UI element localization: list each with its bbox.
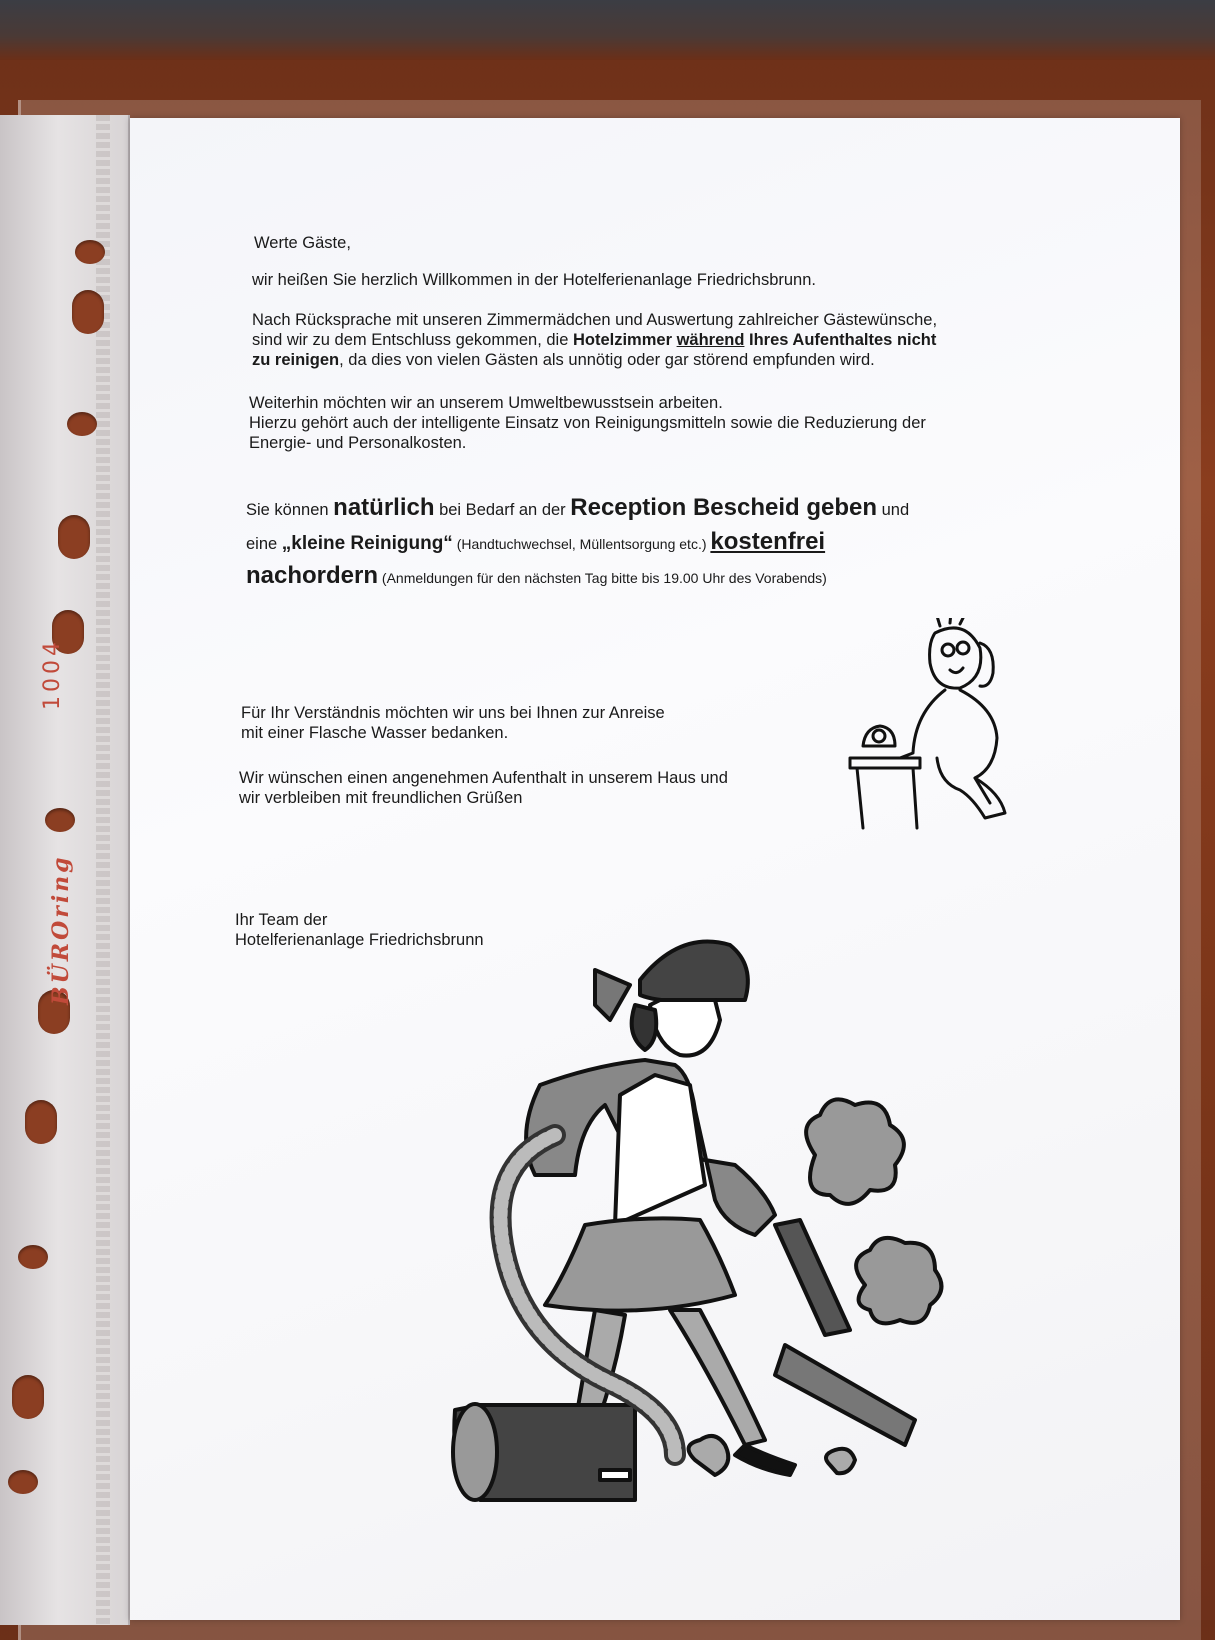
paragraph-thanks (241, 703, 665, 743)
paragraph-closing (239, 768, 728, 808)
text-run: eine (246, 535, 282, 553)
cartoon-phone-icon (845, 618, 1025, 838)
paragraph-line (246, 492, 1036, 526)
paragraph-line: wir verbleiben mit freundlichen Grüßen (239, 789, 523, 807)
punch-hole (67, 412, 97, 436)
maid-vacuum-illustration-icon (445, 925, 985, 1565)
punch-hole (75, 240, 105, 264)
paragraph-environment (249, 393, 1049, 453)
bold-text: zu reinigen (252, 351, 340, 369)
emphasis-text: Reception Bescheid geben (570, 494, 878, 521)
signature-line: Ihr Team der (235, 911, 328, 929)
underlined-text: kostenfrei (710, 528, 826, 555)
paragraph-line: Hierzu gehört auch der intelligente Einsatz von Reinigungsmitteln sowie die Reduzierung der (249, 414, 926, 432)
signature-line: Hotelferienanlage Friedrichsbrunn (235, 931, 484, 949)
paragraph-line: Nach Rücksprache mit unseren Zimmermädchen und Auswertung zahlreicher Gästewünsche, (252, 311, 938, 329)
paragraph-line: mit einer Flasche Wasser bedanken. (241, 724, 509, 742)
paragraph-line: Weiterhin möchten wir an unserem Umweltbewusstsein arbeiten. (249, 394, 723, 412)
underlined-text: während (676, 331, 745, 349)
note-text: (Anmeldungen für den nächsten Tag bitte bis 19.00 Uhr des Vorabends) (378, 570, 827, 586)
sleeve-brand: BÜROring (48, 854, 74, 1005)
punch-hole (8, 1470, 38, 1494)
table-background (0, 0, 1215, 60)
text-run: bei Bedarf an der (434, 501, 571, 519)
punch-hole (58, 515, 90, 559)
paragraph-line (246, 526, 1036, 560)
salutation: Werte Gäste, (254, 234, 351, 252)
punch-hole (45, 808, 75, 832)
note-text: (Handtuchwechsel, Müllentsorgung etc.) (452, 536, 711, 552)
text-run: und (877, 501, 910, 519)
punch-hole (12, 1375, 44, 1419)
paragraph-line (252, 350, 1032, 370)
paragraph-no-cleaning (252, 310, 1032, 370)
paragraph-line: Energie- und Personalkosten. (249, 434, 467, 452)
welcome-line: wir heißen Sie herzlich Willkommen in der Hotelferienanlage Friedrichsbrunn. (252, 271, 816, 289)
text-run: sind wir zu dem Entschluss gekommen, die (252, 331, 573, 349)
sleeve-seam (96, 115, 110, 1625)
paragraph-reception (246, 492, 1036, 594)
emphasis-text: „kleine Reinigung“ (281, 533, 453, 554)
paragraph-line: Wir wünschen einen angenehmen Aufenthalt in unserem Haus und (239, 769, 728, 787)
paragraph-line: Für Ihr Verständnis möchten wir uns bei Ihnen zur Anreise (241, 704, 665, 722)
emphasis-text: nachordern (246, 562, 379, 589)
bold-text: Ihres Aufenthaltes nicht (744, 331, 937, 349)
punch-hole (18, 1245, 48, 1269)
emphasis-text: natürlich (333, 494, 435, 521)
text-run: Sie können (246, 501, 334, 519)
bold-text: Hotelzimmer (572, 331, 677, 349)
text-run: , da dies von vielen Gästen als unnötig oder gar störend empfunden wird. (339, 351, 875, 369)
sleeve-code: 1004 (40, 638, 65, 710)
paragraph-line (252, 330, 1032, 350)
punch-hole (25, 1100, 57, 1144)
paragraph-line (246, 560, 1036, 594)
punch-hole (72, 290, 104, 334)
